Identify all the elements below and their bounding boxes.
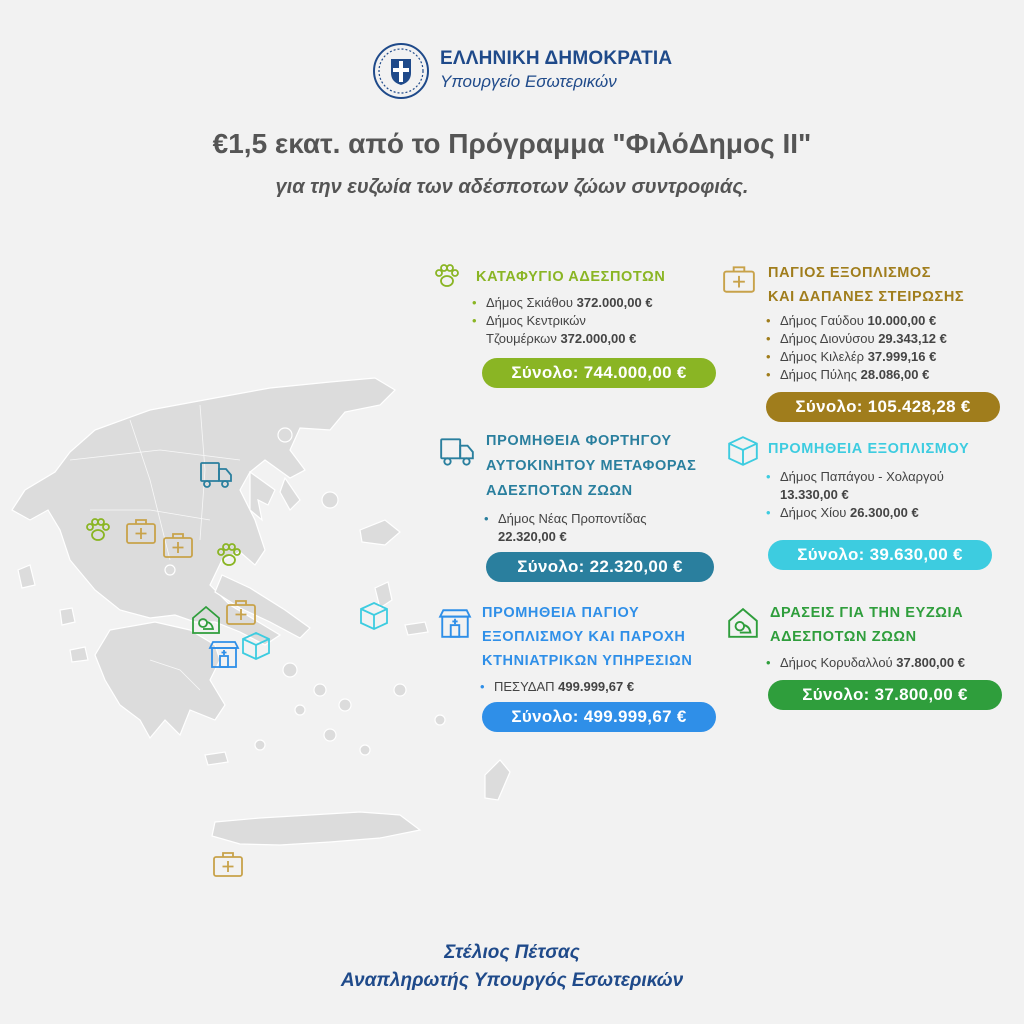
greek-emblem-icon	[372, 42, 430, 100]
signer-name: Στέλιος Πέτσας	[444, 942, 580, 963]
welfare-title-line1: ΔΡΑΣΕΙΣ ΓΙΑ ΤΗΝ ΕΥΖΩΙΑ	[770, 605, 964, 621]
signer-role: Αναπληρωτής Υπουργός Εσωτερικών	[340, 970, 684, 991]
medical-kit-icon	[722, 264, 756, 298]
page-title: €1,5 εκατ. από το Πρόγραμμα "ΦιλόΔημος ΙΙ"	[212, 128, 812, 159]
truck-items	[484, 510, 714, 546]
medical-kit-icon	[125, 517, 157, 550]
vet-items	[480, 678, 720, 696]
animal-house-icon	[726, 606, 760, 640]
truck-title-line3: ΑΔΕΣΠΟΤΩΝ ΖΩΩΝ	[486, 483, 633, 499]
welfare-total-badge: Σύνολο: 37.800,00 €	[768, 680, 1002, 710]
shelter-title: ΚΑΤΑΦΥΓΙΟ ΑΔΕΣΠΟΤΩΝ	[476, 269, 666, 285]
list-item: • Δήμος Σκιάθου 372.000,00 €	[472, 294, 722, 312]
truck-title-line1: ΠΡΟΜΗΘΕΙΑ ΦΟΡΤΗΓΟΥ	[486, 433, 672, 449]
supplies-items	[766, 468, 1016, 522]
list-item: • Δήμος Κεντρικών Τζουμέρκων 372.000,00 €	[472, 312, 722, 348]
truck-total-badge: Σύνολο: 22.320,00 €	[486, 552, 714, 582]
truck-icon	[438, 434, 472, 468]
equipment-total-badge: Σύνολο: 105.428,28 €	[766, 392, 1000, 422]
vet-title-line2: ΕΞΟΠΛΙΣΜΟΥ ΚΑΙ ΠΑΡΟΧΗ	[482, 629, 686, 645]
paw-icon	[83, 516, 113, 549]
equipment-title-line2: ΚΑΙ ΔΑΠΑΝΕΣ ΣΤΕΙΡΩΣΗΣ	[768, 289, 965, 305]
equipment-items	[766, 312, 1016, 384]
box-icon	[358, 600, 390, 637]
equipment-title-line1: ΠΑΓΙΟΣ ΕΞΟΠΛΙΣΜΟΣ	[768, 265, 932, 281]
vet-clinic-icon	[208, 638, 240, 675]
animal-house-icon	[190, 604, 222, 641]
ministry-name: Υπουργείο Εσωτερικών	[440, 72, 617, 91]
supplies-title: ΠΡΟΜΗΘΕΙΑ ΕΞΟΠΛΙΣΜΟΥ	[768, 441, 970, 457]
supplies-total-badge: Σύνολο: 39.630,00 €	[768, 540, 992, 570]
vet-clinic-icon	[438, 606, 472, 640]
list-item: • Δήμος Χίου 26.300,00 €	[766, 504, 1016, 522]
list-item: • Δήμος Πύλης 28.086,00 €	[766, 366, 1016, 384]
box-icon	[240, 630, 272, 667]
list-item: • ΠΕΣΥΔΑΠ 499.999,67 €	[480, 678, 720, 696]
list-item: • Δήμος Νέας Προποντίδας 22.320,00 €	[484, 510, 714, 546]
greece-map	[0, 360, 560, 920]
list-item: • Δήμος Κιλελέρ 37.999,16 €	[766, 348, 1016, 366]
box-icon	[726, 434, 760, 468]
medical-kit-icon	[225, 598, 257, 631]
paw-icon	[214, 541, 244, 574]
org-name: ΕΛΛΗΝΙΚΗ ΔΗΜΟΚΡΑΤΙΑ	[440, 48, 673, 69]
paw-icon	[432, 262, 466, 296]
vet-title-line1: ΠΡΟΜΗΘΕΙΑ ΠΑΓΙΟΥ	[482, 605, 640, 621]
list-item: • Δήμος Κορυδαλλού 37.800,00 €	[766, 654, 1021, 672]
medical-kit-icon	[212, 850, 244, 883]
truck-title-line2: ΑΥΤΟΚΙΝΗΤΟΥ ΜΕΤΑΦΟΡΑΣ	[486, 458, 697, 474]
welfare-title-line2: ΑΔΕΣΠΟΤΩΝ ΖΩΩΝ	[770, 629, 917, 645]
list-item: • Δήμος Παπάγου - Χολαργού 13.330,00 €	[766, 468, 1016, 504]
vet-total-badge: Σύνολο: 499.999,67 €	[482, 702, 716, 732]
vet-title-line3: ΚΤΗΝΙΑΤΡΙΚΩΝ ΥΠΗΡΕΣΙΩΝ	[482, 653, 693, 669]
shelter-total-badge: Σύνολο: 744.000,00 €	[482, 358, 716, 388]
medical-kit-icon	[162, 531, 194, 564]
list-item: • Δήμος Γαύδου 10.000,00 €	[766, 312, 1016, 330]
page-subtitle: για την ευζωία των αδέσποτων ζώων συντροφιάς.	[275, 176, 749, 198]
shelter-items	[472, 294, 722, 348]
truck-icon	[198, 458, 234, 497]
list-item: • Δήμος Διονύσου 29.343,12 €	[766, 330, 1016, 348]
welfare-items	[766, 654, 1021, 672]
